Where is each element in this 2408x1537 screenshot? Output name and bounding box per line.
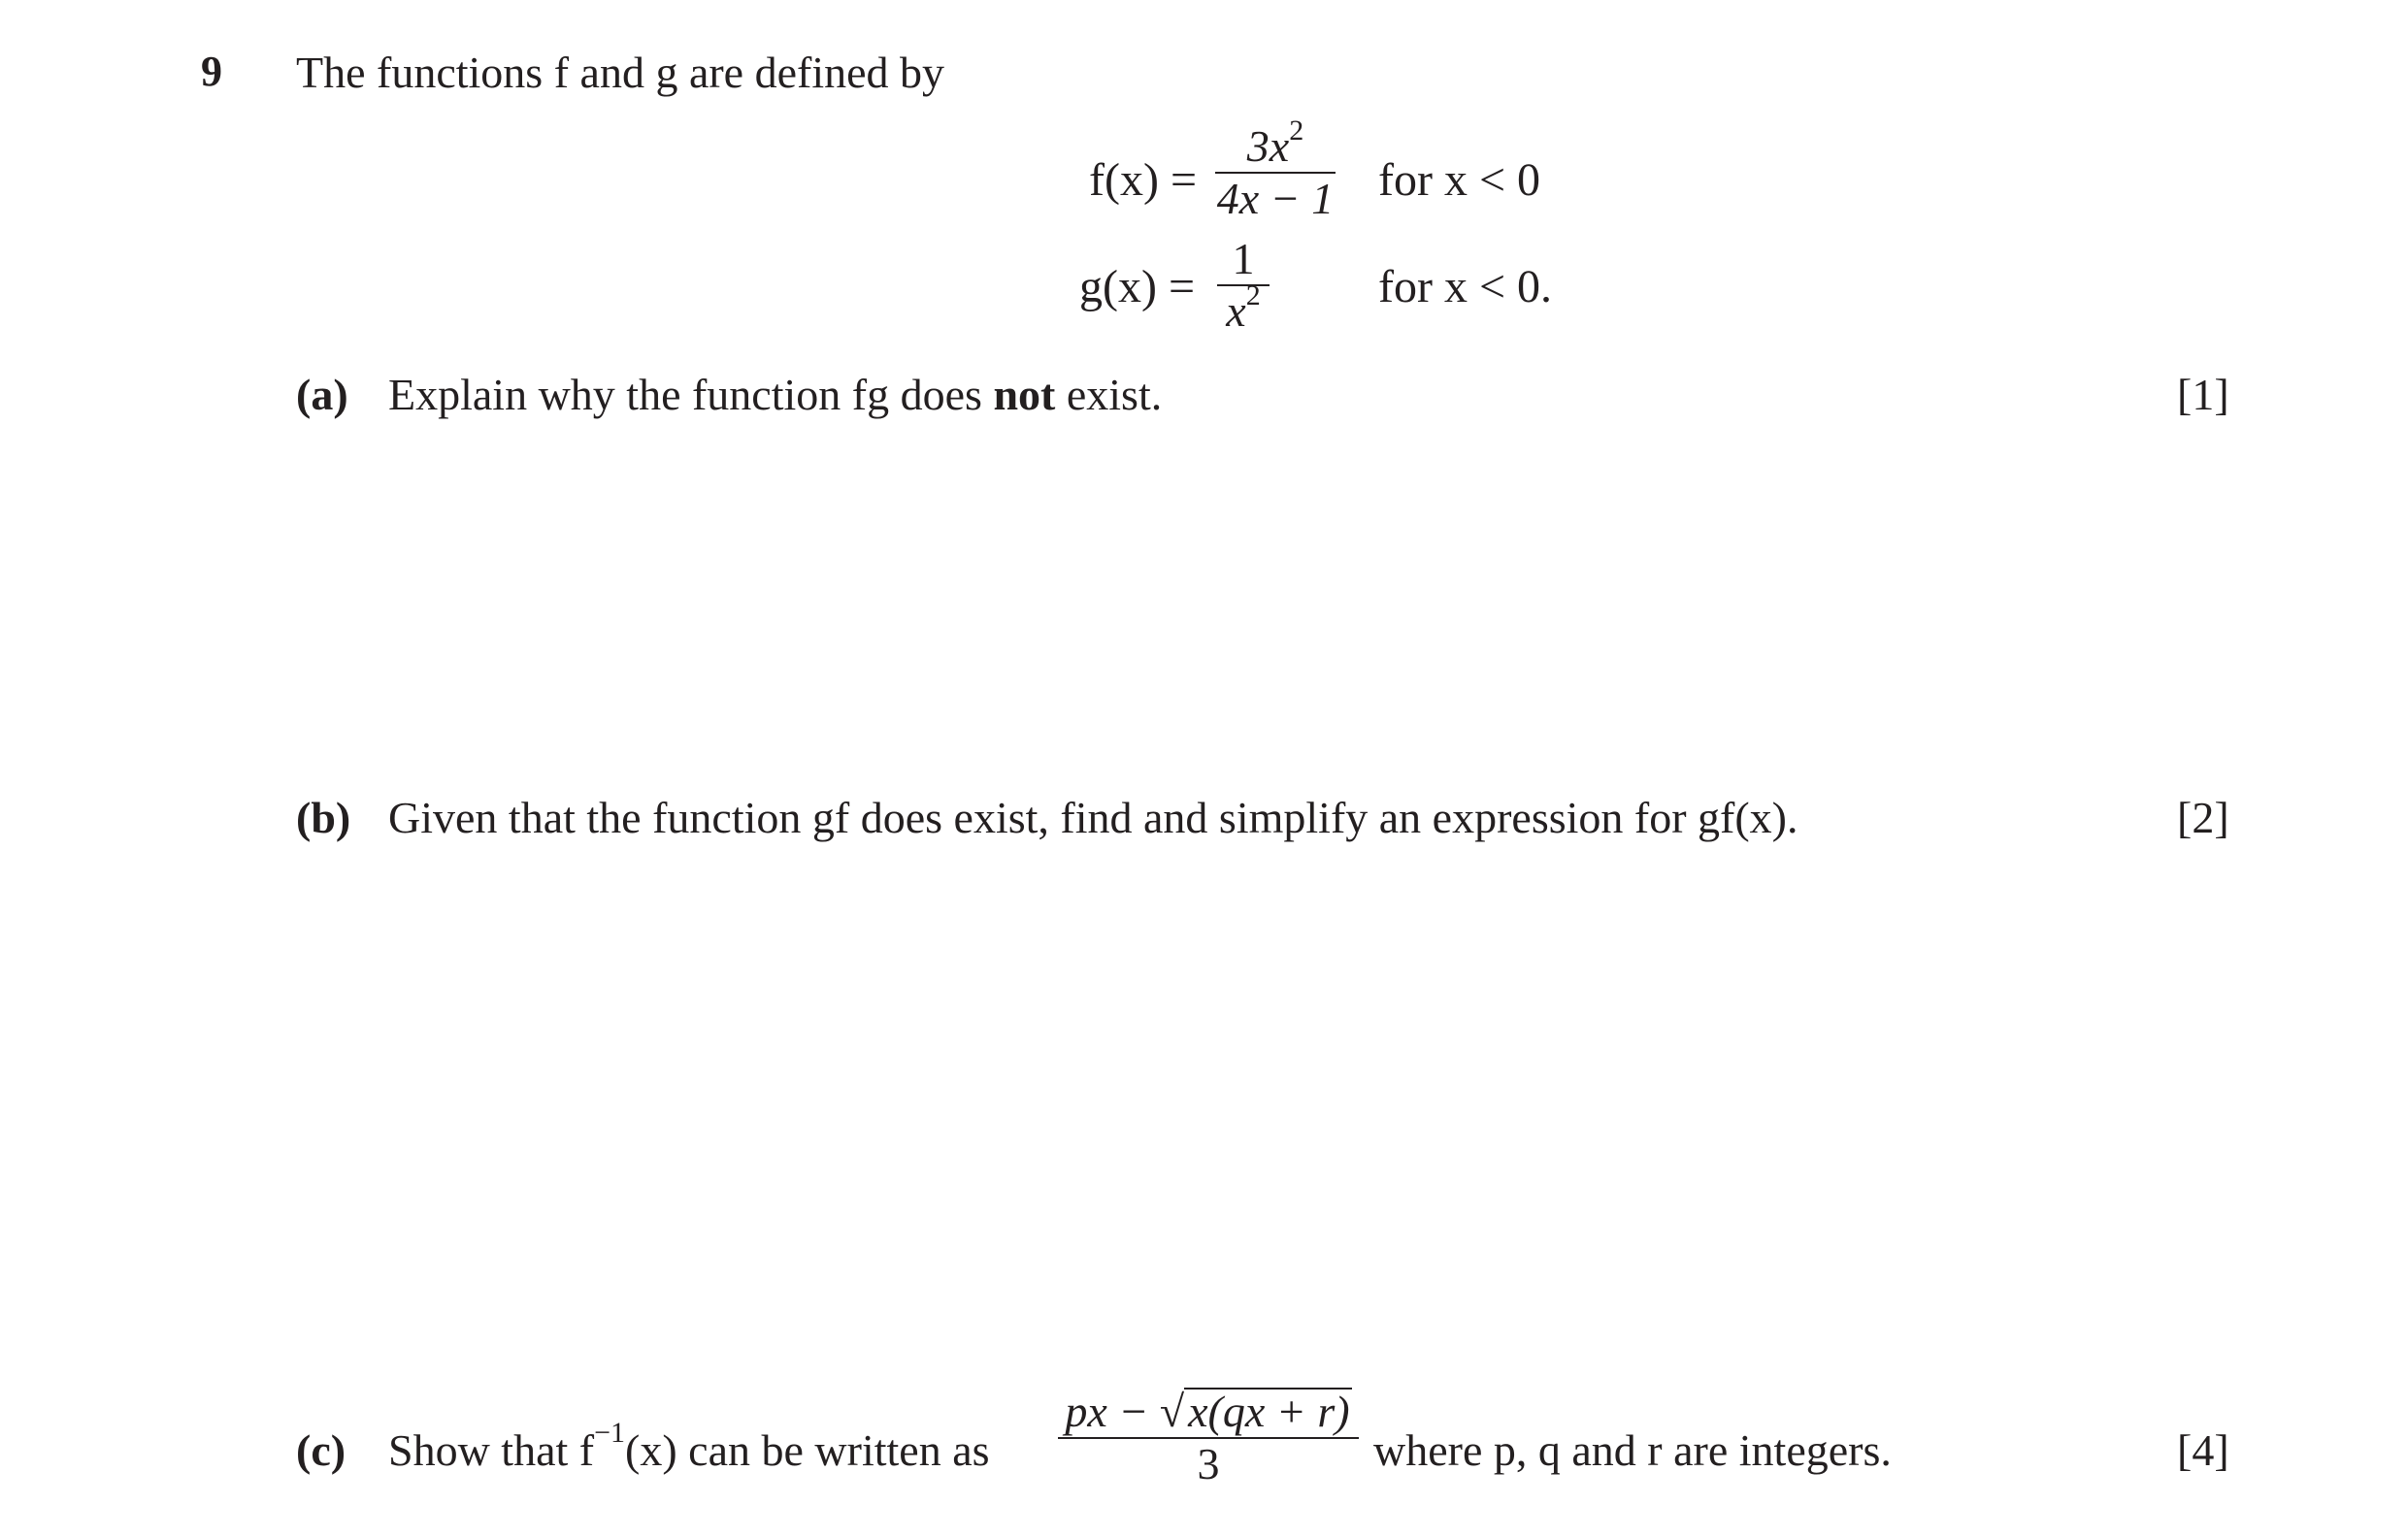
f-domain: for x < 0 xyxy=(1378,154,1541,206)
part-c-text-before: Show that $f^{-1}(x)$ can be written as xyxy=(388,1417,990,1475)
f-fraction xyxy=(1215,114,1336,223)
part-a-marks: [1] xyxy=(2177,370,2229,419)
f-denominator: 4x − 1 xyxy=(1216,174,1335,223)
part-c-denominator: 3 xyxy=(1197,1439,1220,1488)
part-c-text-after: where p, q and r are integers. xyxy=(1373,1425,1892,1475)
part-c-numerator: px − √x(qx + r) xyxy=(1065,1387,1350,1436)
g-denominator: $x^2$ xyxy=(1226,279,1261,336)
part-b-marks: [2] xyxy=(2177,793,2229,842)
sqrt-radicand: x(qx + r) xyxy=(1184,1388,1351,1434)
inverse-exponent: −1 xyxy=(594,1417,626,1449)
part-c-fraction xyxy=(1058,1388,1359,1487)
g-lhs: g(x) = xyxy=(1079,261,1196,312)
part-a-label: (a) xyxy=(296,370,348,419)
part-c-marks: [4] xyxy=(2177,1425,2229,1475)
part-b-text: Given that the function gf does exist, find and simplify an expression for gf(x). xyxy=(388,793,1798,842)
part-c-label: (c) xyxy=(296,1425,346,1475)
question-number: 9 xyxy=(201,48,222,95)
question-intro: The functions f and g are defined by xyxy=(296,48,945,97)
part-a-text: Explain why the function fg does not exist. xyxy=(388,370,1163,419)
f-lhs: f(x) = xyxy=(1089,154,1198,206)
g-domain: for x < 0. xyxy=(1378,261,1553,312)
g-fraction xyxy=(1217,234,1270,336)
g-numerator: 1 xyxy=(1232,234,1255,283)
part-b-label: (b) xyxy=(296,793,351,842)
f-numerator: $3x^2$ xyxy=(1246,114,1304,171)
